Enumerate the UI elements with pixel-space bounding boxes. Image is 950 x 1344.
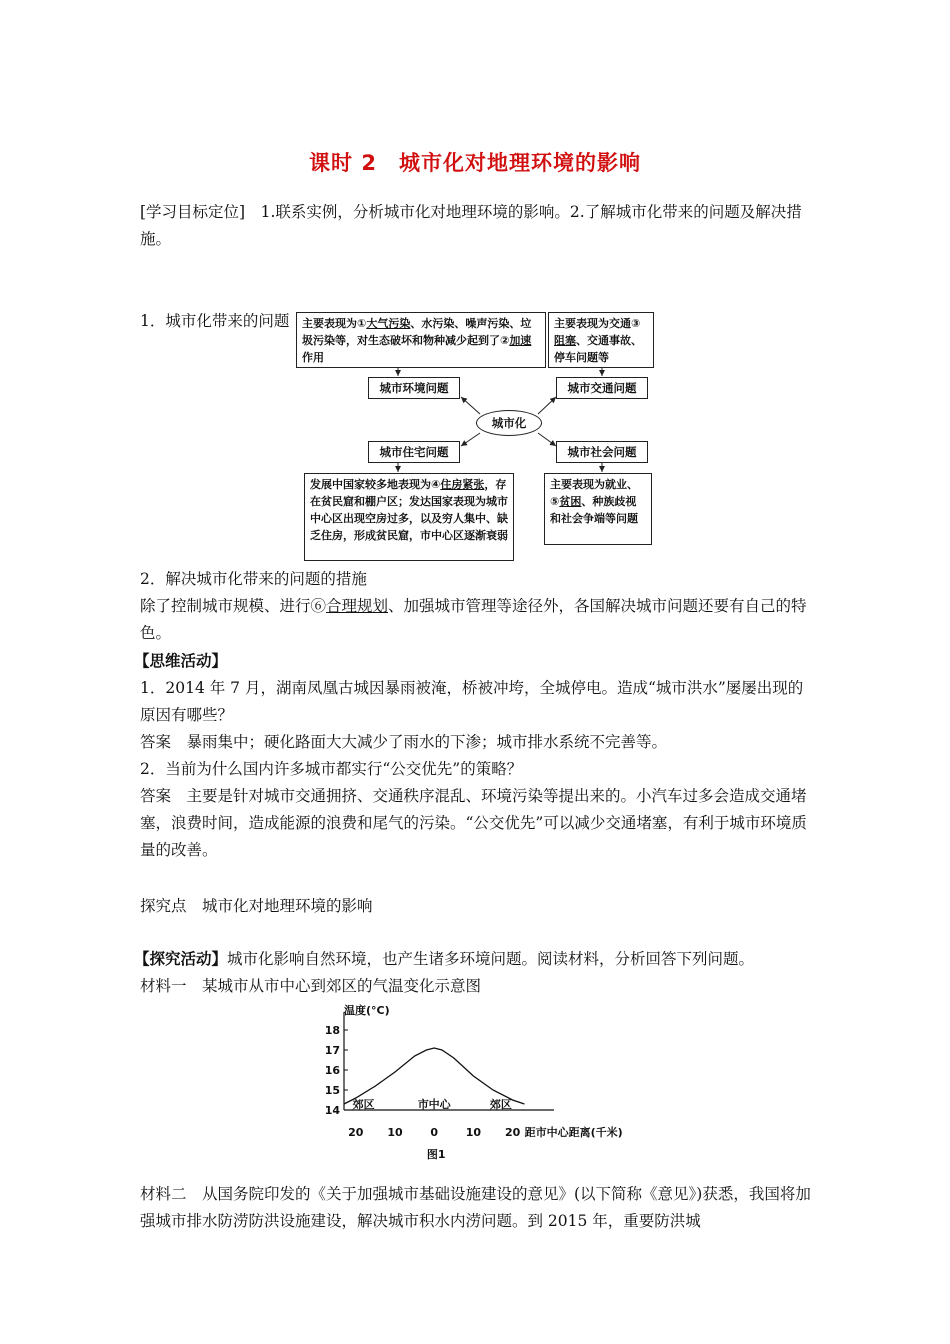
label-traffic-problem: 城市交通问题: [556, 377, 648, 399]
region-annotation: 郊区: [352, 1098, 375, 1111]
y-tick-label: 16: [324, 1064, 340, 1077]
region-annotation: 郊区: [489, 1098, 512, 1111]
thinking-tag: 【思维活动】: [134, 652, 228, 670]
region-annotation: 市中心: [417, 1098, 451, 1111]
env-problem-desc: 主要表现为①大气污染、水污染、噪声污染、垃圾污染等，对生态破坏和物种减少起到了②加速作用: [296, 312, 546, 368]
y-tick-label: 14: [324, 1104, 340, 1117]
housing-problem-desc: 发展中国家较多地表现为④住房紧张，存在贫民窟和棚户区；发达国家表现为城市中心区出现空房过多，以及穷人集中、缺乏住房，形成贫民窟，市中心区逐渐衰弱: [304, 473, 514, 561]
traffic-problem-desc: 主要表现为交通③阻塞、交通事故、停车问题等: [548, 312, 654, 368]
y-tick-label: 18: [324, 1024, 340, 1037]
x-axis-label: 距市中心距离(千米): [524, 1126, 623, 1139]
y-tick-label: 17: [324, 1044, 340, 1057]
answer-label: 答案: [140, 787, 172, 805]
page-title: 课时 2 城市化对地理环境的影响: [309, 151, 641, 175]
section2-text: 除了控制城市规模、进行⑥合理规划、加强城市管理等途径外，各国解决城市问题还要有自己的特色。: [140, 597, 807, 642]
explore-activity: 【探究活动】城市化影响自然环境，也产生诸多环境问题。阅读材料，分析回答下列问题。: [134, 950, 755, 968]
center-urbanization: 城市化: [476, 410, 542, 436]
thinking-q2: 2．当前为什么国内许多城市都实行“公交优先”的策略？: [140, 760, 523, 778]
label-env-problem: 城市环境问题: [368, 377, 460, 399]
material2: 材料二 从国务院印发的《关于加强城市基础设施建设的意见》(以下简称《意见》)获悉，我国将加强城市排水防涝防洪设施建设，解决城市积水内涝问题。到 2015 年，重要防洪城: [140, 1185, 811, 1230]
urbanization-diagram: [290, 310, 660, 562]
label-social-problem: 城市社会问题: [556, 441, 648, 463]
learning-objectives: [140, 199, 812, 253]
label-housing-problem: 城市住宅问题: [368, 441, 460, 463]
social-problem-desc: 主要表现为就业、⑤贫困、种族歧视和社会争端等问题: [544, 473, 652, 545]
answer-label: 答案: [140, 733, 172, 751]
explore-heading: 探究点 城市化对地理环境的影响: [140, 897, 373, 915]
section1-heading: 1．城市化带来的问题: [140, 312, 290, 330]
material1: 材料一 某城市从市中心到郊区的气温变化示意图: [140, 977, 482, 995]
x-tick-label: 10: [465, 1126, 482, 1139]
y-axis-label: 温度(°C): [344, 1004, 390, 1017]
temperature-line: [344, 1048, 524, 1104]
x-tick-label: 10: [387, 1126, 403, 1139]
thinking-a2: 答案 主要是针对城市交通拥挤、交通秩序混乱、环境污染等提出来的。小汽车过多会造成交通堵塞，浪费时间，造成能源的浪费和尾气的污染。“公交优先”可以减少交通堵塞，有利于城市环境质量的改善。: [140, 787, 807, 859]
chart-caption: 图1: [426, 1148, 446, 1161]
x-tick-label: 0: [430, 1126, 439, 1139]
objectives-tag: [学习目标定位]: [140, 203, 246, 221]
section2-heading: 2．解决城市化带来的问题的措施: [140, 570, 367, 588]
x-tick-label: 20: [504, 1126, 521, 1139]
thinking-a1: 答案 暴雨集中；硬化路面大大减少了雨水的下渗；城市排水系统不完善等。: [140, 733, 668, 751]
thinking-q1: 1．2014 年 7 月，湖南凤凰古城因暴雨被淹，桥被冲垮，全城停电。造成“城市洪水”屡屡出现的原因有哪些？: [140, 679, 804, 724]
y-tick-label: 15: [324, 1084, 340, 1097]
temperature-chart: [300, 1002, 680, 1161]
objectives-text: 1.联系实例，分析城市化对地理环境的影响。2.了解城市化带来的问题及解决措施。: [140, 203, 802, 248]
explore-tag: 【探究活动】: [134, 950, 228, 968]
x-tick-label: 20: [348, 1126, 364, 1139]
